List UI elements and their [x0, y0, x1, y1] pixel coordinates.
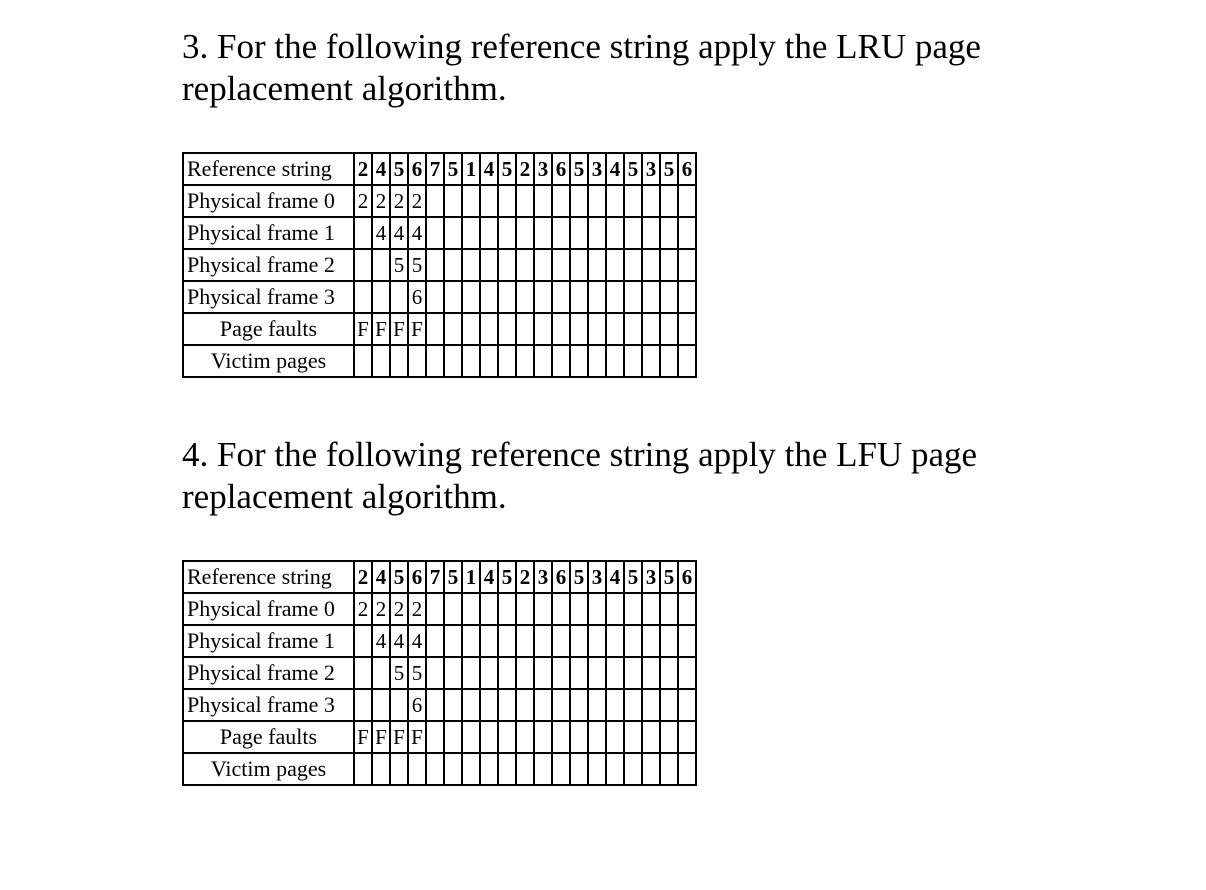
table-cell: 2: [354, 593, 372, 625]
reference-cell: 5: [390, 561, 408, 593]
table-cell: [624, 657, 642, 689]
table-cell: [498, 753, 516, 785]
reference-cell: 5: [660, 561, 678, 593]
table-cell: 6: [408, 281, 426, 313]
table-cell: [534, 593, 552, 625]
reference-cell: 2: [516, 153, 534, 185]
table-cell: [372, 345, 390, 377]
reference-cell: 3: [642, 153, 660, 185]
table-cell: [570, 313, 588, 345]
table-cell: 6: [408, 689, 426, 721]
table-cell: [624, 753, 642, 785]
table-cell: [678, 185, 696, 217]
table-cell: [444, 281, 462, 313]
reference-cell: 6: [408, 561, 426, 593]
reference-cell: 5: [570, 561, 588, 593]
table-cell: [552, 313, 570, 345]
row-label: Physical frame 0: [183, 185, 354, 217]
table-cell: [390, 689, 408, 721]
table-cell: [498, 185, 516, 217]
table-cell: [498, 593, 516, 625]
row-label: Physical frame 2: [183, 249, 354, 281]
row-label: Physical frame 1: [183, 217, 354, 249]
reference-cell: 4: [606, 153, 624, 185]
table-cell: [480, 625, 498, 657]
table-cell: [660, 217, 678, 249]
reference-cell: 4: [480, 153, 498, 185]
table-cell: [372, 249, 390, 281]
table-cell: [444, 593, 462, 625]
table-cell: [498, 313, 516, 345]
table-cell: [624, 249, 642, 281]
table-cell: [426, 657, 444, 689]
table-cell: F: [372, 313, 390, 345]
table-cell: [480, 185, 498, 217]
table-cell: [462, 313, 480, 345]
table-cell: [354, 249, 372, 281]
table-cell: [552, 281, 570, 313]
table-cell: [534, 249, 552, 281]
table-cell: [660, 625, 678, 657]
table-cell: [624, 593, 642, 625]
table-cell: [480, 593, 498, 625]
table-row: [183, 593, 696, 625]
table-cell: [354, 345, 372, 377]
table-cell: [516, 345, 534, 377]
table-cell: [570, 721, 588, 753]
table-cell: [498, 249, 516, 281]
table-cell: 2: [390, 185, 408, 217]
table-cell: [426, 281, 444, 313]
table-cell: [588, 249, 606, 281]
table-cell: [444, 721, 462, 753]
reference-cell: 2: [354, 153, 372, 185]
table-cell: 2: [354, 185, 372, 217]
table-cell: [624, 345, 642, 377]
table-cell: [660, 345, 678, 377]
table-cell: [588, 593, 606, 625]
reference-cell: 4: [372, 561, 390, 593]
table-cell: [678, 217, 696, 249]
reference-cell: 3: [534, 153, 552, 185]
table-cell: [606, 721, 624, 753]
row-label: Page faults: [183, 313, 354, 345]
table-cell: [498, 625, 516, 657]
table-cell: [552, 345, 570, 377]
row-label: Physical frame 3: [183, 281, 354, 313]
table-cell: [606, 753, 624, 785]
table-cell: [480, 721, 498, 753]
table-cell: [462, 689, 480, 721]
table-cell: [570, 249, 588, 281]
table-cell: [552, 625, 570, 657]
table-cell: [498, 345, 516, 377]
table-cell: [426, 217, 444, 249]
table-cell: [624, 281, 642, 313]
table-cell: [516, 625, 534, 657]
row-label: Reference string: [183, 153, 354, 185]
table-cell: [588, 625, 606, 657]
row-label: Physical frame 0: [183, 593, 354, 625]
table-row: [183, 721, 696, 753]
table-cell: [462, 345, 480, 377]
table-cell: [354, 217, 372, 249]
table-cell: [606, 657, 624, 689]
table-cell: [534, 313, 552, 345]
table-cell: [678, 593, 696, 625]
table-cell: [570, 689, 588, 721]
table-cell: [642, 249, 660, 281]
table-cell: [534, 657, 552, 689]
reference-cell: 2: [516, 561, 534, 593]
table-cell: [678, 657, 696, 689]
row-label: Victim pages: [183, 345, 354, 377]
table-cell: [444, 689, 462, 721]
table-cell: 2: [408, 185, 426, 217]
table-cell: [444, 313, 462, 345]
table-cell: [498, 657, 516, 689]
table-cell: [570, 217, 588, 249]
reference-cell: 7: [426, 561, 444, 593]
table-cell: [426, 593, 444, 625]
table-cell: 5: [390, 657, 408, 689]
table-cell: [660, 593, 678, 625]
reference-cell: 5: [570, 153, 588, 185]
table-cell: [426, 625, 444, 657]
table-cell: F: [408, 313, 426, 345]
table-cell: 2: [390, 593, 408, 625]
reference-cell: 5: [660, 153, 678, 185]
reference-cell: 4: [480, 561, 498, 593]
table-row: [183, 625, 696, 657]
table-cell: [444, 657, 462, 689]
row-label: Physical frame 2: [183, 657, 354, 689]
table-cell: 4: [372, 217, 390, 249]
row-label: Victim pages: [183, 753, 354, 785]
table-cell: [408, 345, 426, 377]
table-cell: [606, 345, 624, 377]
table-cell: [606, 313, 624, 345]
table-row: [183, 249, 696, 281]
table-cell: [480, 753, 498, 785]
table-row: [183, 345, 696, 377]
lru-table: [182, 152, 697, 378]
table-cell: [426, 249, 444, 281]
table-cell: [660, 753, 678, 785]
table-cell: [462, 281, 480, 313]
table-cell: [678, 345, 696, 377]
question-3-text: 3. For the following reference string apply the LRU page replacement algorithm.: [182, 27, 981, 108]
table-cell: [480, 657, 498, 689]
table-cell: [642, 593, 660, 625]
table-cell: [480, 689, 498, 721]
table-cell: [444, 249, 462, 281]
table-cell: F: [390, 721, 408, 753]
reference-cell: 1: [462, 153, 480, 185]
table-cell: [678, 249, 696, 281]
table-cell: [498, 689, 516, 721]
table-row: [183, 561, 696, 593]
table-cell: [678, 721, 696, 753]
reference-cell: 3: [588, 561, 606, 593]
table-cell: [516, 721, 534, 753]
reference-cell: 7: [426, 153, 444, 185]
table-cell: [552, 721, 570, 753]
table-cell: 2: [372, 185, 390, 217]
table-cell: [588, 185, 606, 217]
table-cell: [516, 185, 534, 217]
table-cell: [462, 625, 480, 657]
table-cell: 4: [408, 625, 426, 657]
table-cell: [588, 721, 606, 753]
table-cell: [534, 721, 552, 753]
table-cell: [570, 281, 588, 313]
table-cell: [426, 185, 444, 217]
table-row: [183, 281, 696, 313]
table-cell: [444, 185, 462, 217]
table-cell: 5: [390, 249, 408, 281]
table-cell: [660, 721, 678, 753]
reference-cell: 6: [678, 153, 696, 185]
reference-cell: 6: [552, 561, 570, 593]
table-cell: [552, 217, 570, 249]
table-cell: [642, 625, 660, 657]
reference-cell: 4: [372, 153, 390, 185]
table-cell: [426, 753, 444, 785]
table-cell: [462, 249, 480, 281]
table-cell: [606, 593, 624, 625]
table-cell: [462, 657, 480, 689]
table-cell: [354, 689, 372, 721]
table-cell: [444, 217, 462, 249]
table-row: [183, 753, 696, 785]
table-cell: 4: [372, 625, 390, 657]
table-cell: [570, 185, 588, 217]
table-row: [183, 657, 696, 689]
table-cell: [660, 185, 678, 217]
table-cell: [570, 657, 588, 689]
row-label: Page faults: [183, 721, 354, 753]
table-cell: [516, 689, 534, 721]
table-cell: 4: [408, 217, 426, 249]
table-cell: [516, 217, 534, 249]
table-cell: [642, 345, 660, 377]
reference-cell: 5: [624, 561, 642, 593]
table-cell: 4: [390, 625, 408, 657]
table-cell: [480, 217, 498, 249]
reference-cell: 5: [444, 561, 462, 593]
table-row: [183, 185, 696, 217]
table-cell: [606, 625, 624, 657]
table-cell: [588, 217, 606, 249]
table-cell: [390, 345, 408, 377]
table-cell: [534, 625, 552, 657]
table-row: [183, 313, 696, 345]
table-cell: [588, 657, 606, 689]
table-cell: [642, 689, 660, 721]
table-cell: [372, 689, 390, 721]
row-label: Physical frame 1: [183, 625, 354, 657]
table-cell: [480, 313, 498, 345]
reference-cell: 2: [354, 561, 372, 593]
table-cell: [588, 281, 606, 313]
table-cell: [426, 313, 444, 345]
table-cell: [588, 689, 606, 721]
table-cell: [606, 689, 624, 721]
table-cell: F: [354, 313, 372, 345]
table-cell: 4: [390, 217, 408, 249]
reference-cell: 5: [624, 153, 642, 185]
table-cell: [354, 281, 372, 313]
table-cell: [642, 281, 660, 313]
table-cell: [498, 721, 516, 753]
table-cell: [642, 753, 660, 785]
table-cell: [624, 185, 642, 217]
table-cell: [372, 753, 390, 785]
table-cell: [660, 313, 678, 345]
table-cell: [444, 753, 462, 785]
table-cell: [498, 217, 516, 249]
table-cell: [408, 753, 426, 785]
table-cell: [516, 249, 534, 281]
table-cell: [552, 249, 570, 281]
reference-cell: 6: [408, 153, 426, 185]
table-cell: [678, 281, 696, 313]
table-cell: [534, 185, 552, 217]
table-cell: [570, 625, 588, 657]
table-cell: [642, 217, 660, 249]
reference-cell: 5: [390, 153, 408, 185]
table-cell: [642, 721, 660, 753]
reference-cell: 1: [462, 561, 480, 593]
table-cell: [588, 753, 606, 785]
table-cell: F: [408, 721, 426, 753]
table-cell: [606, 249, 624, 281]
table-cell: [678, 625, 696, 657]
table-row: [183, 217, 696, 249]
table-row: [183, 689, 696, 721]
table-cell: 5: [408, 249, 426, 281]
table-cell: [570, 593, 588, 625]
table-cell: [444, 345, 462, 377]
reference-cell: 6: [678, 561, 696, 593]
table-cell: 5: [408, 657, 426, 689]
table-row: [183, 153, 696, 185]
lfu-table: [182, 560, 697, 786]
table-cell: [498, 281, 516, 313]
table-cell: F: [372, 721, 390, 753]
table-cell: [642, 185, 660, 217]
table-cell: [570, 753, 588, 785]
table-cell: [552, 657, 570, 689]
table-cell: F: [354, 721, 372, 753]
table-cell: [426, 345, 444, 377]
table-cell: [354, 657, 372, 689]
table-cell: [678, 689, 696, 721]
table-cell: [462, 753, 480, 785]
table-cell: [624, 217, 642, 249]
table-cell: [660, 689, 678, 721]
table-cell: 2: [372, 593, 390, 625]
table-cell: [624, 689, 642, 721]
table-cell: [516, 657, 534, 689]
table-cell: [480, 345, 498, 377]
reference-cell: 3: [588, 153, 606, 185]
table-cell: [588, 345, 606, 377]
table-cell: [444, 625, 462, 657]
table-cell: [606, 185, 624, 217]
table-cell: [426, 689, 444, 721]
table-cell: [372, 281, 390, 313]
table-cell: [462, 721, 480, 753]
table-cell: [552, 185, 570, 217]
table-cell: [660, 249, 678, 281]
table-cell: [480, 249, 498, 281]
table-cell: [624, 721, 642, 753]
table-cell: [390, 281, 408, 313]
reference-cell: 5: [498, 561, 516, 593]
table-cell: [534, 689, 552, 721]
reference-cell: 4: [606, 561, 624, 593]
row-label: Reference string: [183, 561, 354, 593]
table-cell: [552, 593, 570, 625]
table-cell: 2: [408, 593, 426, 625]
reference-cell: 3: [642, 561, 660, 593]
table-cell: [426, 721, 444, 753]
table-cell: [354, 753, 372, 785]
table-cell: [570, 345, 588, 377]
table-cell: [372, 657, 390, 689]
row-label: Physical frame 3: [183, 689, 354, 721]
table-cell: F: [390, 313, 408, 345]
table-cell: [462, 593, 480, 625]
table-cell: [516, 593, 534, 625]
table-cell: [516, 753, 534, 785]
table-cell: [660, 281, 678, 313]
table-cell: [642, 657, 660, 689]
table-cell: [462, 217, 480, 249]
table-cell: [462, 185, 480, 217]
table-cell: [390, 753, 408, 785]
table-cell: [534, 345, 552, 377]
reference-cell: 3: [534, 561, 552, 593]
reference-cell: 5: [498, 153, 516, 185]
reference-cell: 5: [444, 153, 462, 185]
table-cell: [480, 281, 498, 313]
table-cell: [588, 313, 606, 345]
table-cell: [624, 313, 642, 345]
reference-cell: 6: [552, 153, 570, 185]
table-cell: [624, 625, 642, 657]
table-cell: [678, 313, 696, 345]
table-cell: [516, 281, 534, 313]
table-cell: [606, 281, 624, 313]
table-cell: [534, 217, 552, 249]
table-cell: [516, 313, 534, 345]
table-cell: [642, 313, 660, 345]
table-cell: [660, 657, 678, 689]
table-cell: [354, 625, 372, 657]
table-cell: [552, 689, 570, 721]
table-cell: [606, 217, 624, 249]
question-4-text: 4. For the following reference string apply the LFU page replacement algorithm.: [182, 435, 978, 516]
table-cell: [678, 753, 696, 785]
table-cell: [534, 753, 552, 785]
table-cell: [534, 281, 552, 313]
table-cell: [552, 753, 570, 785]
